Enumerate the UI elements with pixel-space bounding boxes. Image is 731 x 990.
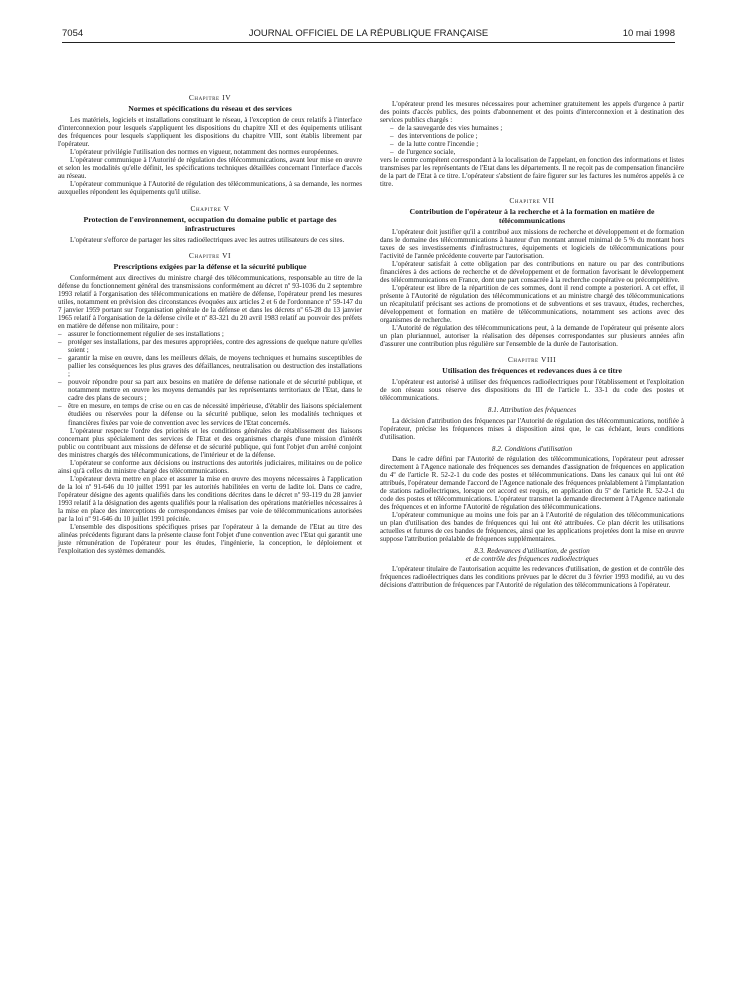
list-item: – garantir la mise en œuvre, dans les meilleurs délais, de moyens techniques et humains susceptibles de pallier les conséquences les plus graves des défaillances, neutralisation ou destruction des installations ;	[58, 354, 362, 378]
emergency-list	[380, 124, 684, 156]
paragraph: Dans le cadre défini par l'Autorité de régulation des télécommunications, l'opérateur peut adresser directement à l'Agence nationale des fréquences ses demandes d'assignation de fréquences en application du 4º de l'article R. 52-2-1 du code des postes et télécommunications. Dans les canaux qui lui ont été attribués, l'opérateur demande l'accord de l'Agence nationale des fréquences préalablement à l'implantation de stations radioélectriques, lorsque cet accord est requis, en application du 5º de l'article R. 52-2-1 du code des postes et télécommunications. L'opérateur transmet la demande directement à l'Agence nationale des fréquences et en informe l'Autorité de régulation des télécommunications.	[380, 454, 684, 511]
issue-date: 10 mai 1998	[622, 28, 675, 39]
paragraph: L'opérateur titulaire de l'autorisation acquitte les redevances d'utilisation, de gestion et de contrôle des fréquences radioélectriques dans les conditions prévues par le décret du 3 février 1993 modifié, au vu des décisions d'attribution de fréquences par l'Autorité de régulation des télécommunications à l'opérateur.	[380, 565, 684, 590]
chapter-7-title: Contribution de l'opérateur à la recherche et à la formation en matière de télécommunications	[409, 206, 655, 225]
paragraph: L'opérateur prend les mesures nécessaires pour acheminer gratuitement les appels d'urgence à partir des points d'accès publics, des points d'abonnement et des points d'interconnexion et à destination des services publics chargés :	[380, 100, 684, 125]
list-item: – de la sauvegarde des vies humaines ;	[390, 124, 684, 132]
paragraph: L'opérateur respecte l'ordre des priorités et les conditions générales de rétablissement des liaisons concernant plus spécialement des services de l'Etat et des organismes chargés d'une mission d'intérêt public ou contribuant aux missions de défense et de sécurité publique, qui font l'objet d'un arrêté conjoint des ministres chargés des télécommunications, de l'intérieur et de la défense.	[58, 426, 362, 459]
chapter-8-title: Utilisation des fréquences et redevances dues à ce titre	[442, 366, 622, 376]
paragraph: L'opérateur communique à l'Autorité de régulation des télécommunications, à sa demande, les normes auxquelles répondent les équipements qu'il utilise.	[58, 180, 362, 197]
section-8-3-heading-line2: et de contrôle des fréquences radioélectriques	[465, 555, 599, 564]
chapter-5-title: Protection de l'environnement, occupation du domaine public et partage des infrastructures	[83, 214, 337, 233]
list-item: – des interventions de police ;	[390, 132, 684, 140]
list-item: – pouvoir répondre pour sa part aux besoins en matière de défense nationale et de sécurité publique, et notamment mettre en œuvre les moyens demandés par les représentants territoriaux de l'Etat, dans le cadre des plans de secours ;	[58, 378, 362, 402]
paragraph: vers le centre compétent correspondant à la localisation de l'appelant, en fonction des informations et listes transmises par les représentants de l'Etat dans les départements. Il ne reçoit pas de compensation financière de la part de l'Etat à ce titre. L'opérateur s'abstient de faire figurer sur les factures les numéros appelés à ce titre.	[380, 156, 684, 189]
list-item: – protéger ses installations, par des mesures appropriées, contre des agressions de quelque nature qu'elles soient ;	[58, 338, 362, 354]
paragraph: L'opérateur est autorisé à utiliser des fréquences radioélectriques pour l'établissement et l'exploitation de son réseau sous réserve des dispositions du III de l'article L. 33-1 du code des postes et télécommunications.	[380, 378, 684, 403]
paragraph: L'opérateur communique à l'Autorité de régulation des télécommunications, avant leur mise en œuvre et selon les modalités qu'elle définit, les spécifications techniques détaillées concernant l'interface d'accès au réseau.	[58, 156, 362, 181]
right-column	[380, 100, 684, 589]
header-rule	[62, 42, 675, 43]
section-8-2-heading: 8.2. Conditions d'utilisation	[491, 444, 573, 453]
section-8-1-heading: 8.1. Attribution des fréquences	[487, 406, 577, 415]
paragraph: La décision d'attribution des fréquences par l'Autorité de régulation des télécommunications, notifiée à l'opérateur, précise les fréquences mises à disposition ainsi que, le cas échéant, leurs conditions d'utilisation.	[380, 416, 684, 441]
paragraph: Conformément aux directives du ministre chargé des télécommunications, responsable au titre de la défense du fonctionnement général des transmissions conformément au décret nº 93-1036 du 2 septembre 1993 relatif à l'organisation des télécommunications en matière de défense, l'opérateur prend les mesures utiles, notamment en prévision des circonstances évoquées aux articles 2 et 6 de l'ordonnance nº 59-147 du 7 janvier 1959 portant sur l'organisation générale de la défense et dans les décrets nº 65-28 du 13 janvier 1965 relatif à l'organisation de la défense civile et nº 83-321 du 20 avril 1983 relatif au pouvoir des préfets en matière de défense non militaire, pour :	[58, 273, 362, 330]
paragraph: L'opérateur communique au moins une fois par an à l'Autorité de régulation des télécommunications un plan d'utilisation des bandes de fréquences qui lui ont été attribuées. Ce plan décrit les utilisations actuelles et futures de ces bandes de fréquences, ainsi que les applications projetées dont la mise en œuvre suppose l'attribution préalable de fréquences supplémentaires.	[380, 511, 684, 544]
list-item: – être en mesure, en temps de crise ou en cas de nécessité impérieuse, d'établir des liaisons spécialement étudiées ou réservées pour la défense ou la sécurité publique, selon les modalités techniques et financières fixées par voie de convention avec les services de l'Etat concernés.	[58, 402, 362, 426]
chapter-5-heading: Chapitre V	[190, 203, 230, 213]
paragraph: L'opérateur privilégie l'utilisation des normes en vigueur, notamment des normes européennes.	[70, 148, 339, 157]
page-number: 7054	[62, 28, 84, 39]
paragraph: L'opérateur est libre de la répartition de ces sommes, dont il rend compte a posteriori. A cet effet, il présente à l'Autorité de régulation des télécommunications et au ministre chargé des télécommunications un récapitulatif précisant ses actions de promotions et de subventions et ses travaux, études, recherches, développement et formation en matière de télécommunications, notamment ses actions avec des organismes de recherche.	[380, 283, 684, 325]
page-header	[62, 28, 675, 42]
chapter-4-heading: Chapitre IV	[188, 93, 232, 102]
paragraph: L'opérateur s'efforce de partager les sites radioélectriques avec les autres utilisateurs de ces sites.	[70, 235, 345, 244]
paragraph: L'opérateur devra mettre en place et assurer la mise en œuvre des moyens nécessaires à l'application de la loi nº 91-646 du 10 juillet 1991 par les autorités habilitées en vertu de ladite loi. Dans ce cadre, l'opérateur désigne des agents qualifiés dans les conditions décrites dans le décret nº 93-119 du 28 janvier 1993 relatif à la désignation des agents qualifiés pour la réalisation des opérations matérielles nécessaires à la mise en place des interceptions de correspondances émises par voie de télécommunications autorisées par la loi nº 91-646 du 10 juillet 1991 précitée.	[58, 474, 362, 524]
journal-title: JOURNAL OFFICIEL DE LA RÉPUBLIQUE FRANÇAISE	[248, 28, 489, 39]
paragraph: Les matériels, logiciels et installations constituant le réseau, à l'exception de ceux relatifs à l'interface d'interconnexion pour lesquels s'appliquent les dispositions du chapitre XII et des équipements utilisant des fréquences pour lesquels s'appliquent les dispositions du chapitre VIII, sont établis librement par l'opérateur.	[58, 116, 362, 149]
paragraph: L'opérateur satisfait à cette obligation par des contributions en nature ou par des contributions financières à des actions de recherche et de développement et de formation favorisant le développement des télécommunications en France, dont une part consacrée à la recherche coopérative ou précompétitive.	[380, 259, 684, 284]
list-item: – de l'urgence sociale,	[390, 148, 684, 156]
paragraph: L'ensemble des dispositions spécifiques prises par l'opérateur à la demande de l'Etat au titre des alinéas précédents figurant dans la présente clause font l'objet d'une convention avec l'Etat qui garantit une juste rémunération de l'opérateur pour les études, l'ingénierie, la conception, le déploiement et l'exploitation des systèmes demandés.	[58, 523, 362, 556]
left-column	[58, 94, 362, 555]
chapter-8-heading: Chapitre VIII	[507, 355, 557, 365]
paragraph: L'opérateur doit justifier qu'il a contribué aux missions de recherche et développement et de formation dans le domaine des télécommunications à hauteur d'un montant annuel minimal de 5 % du montant hors taxes de ses investissements d'infrastructures, équipements et logiciels de télécommunications pour l'activité de l'année précédente couverte par l'autorisation.	[380, 227, 684, 260]
chapter-7-heading: Chapitre VII	[509, 195, 555, 205]
list-item: – de la lutte contre l'incendie ;	[390, 140, 684, 148]
chapter-6-heading: Chapitre VI	[188, 250, 232, 260]
list-item: – assurer le fonctionnement régulier de ses installations ;	[58, 330, 362, 338]
section-8-3-heading: 8.3. Redevances d'utilisation, de gestion	[474, 547, 590, 556]
chapter-4-title: Normes et spécifications du réseau et des services	[128, 104, 292, 114]
paragraph: L'opérateur se conforme aux décisions ou instructions des autorités judiciaires, militaires ou de police ainsi qu'à celles du ministre chargé des télécommunications.	[58, 458, 362, 475]
chapter-6-title: Prescriptions exigées par la défense et la sécurité publique	[113, 261, 307, 271]
defense-list	[58, 330, 362, 427]
paragraph: L'Autorité de régulation des télécommunications peut, à la demande de l'opérateur qui présente alors un plan pluriannuel, autoriser la réalisation des dépenses correspondantes sur plusieurs années afin d'assurer une contribution plus régulière sur l'ensemble de la durée de l'autorisation.	[380, 324, 684, 349]
